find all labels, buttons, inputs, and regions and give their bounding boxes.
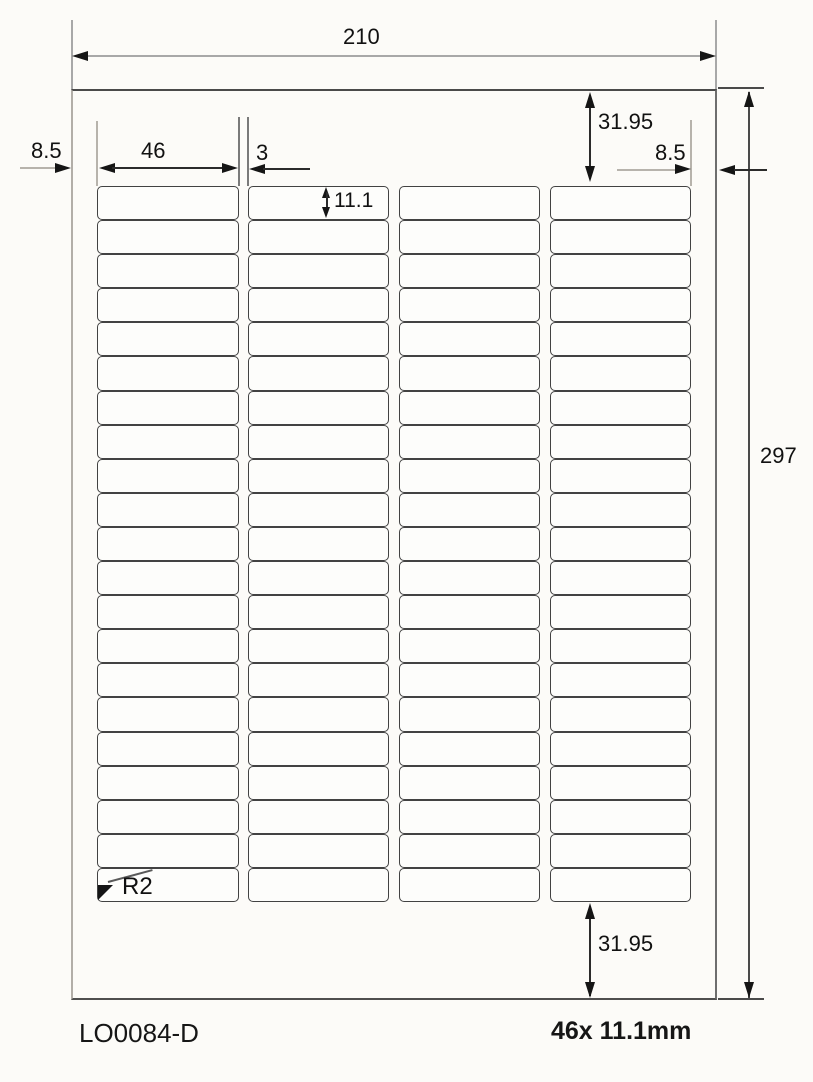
label-cell xyxy=(399,220,541,254)
label-cell xyxy=(399,254,541,288)
label-cell xyxy=(248,595,390,629)
label-cell xyxy=(550,391,692,425)
dim-bottom-margin-label: 31.95 xyxy=(598,931,654,956)
label-cell xyxy=(248,561,390,595)
label-cell xyxy=(399,629,541,663)
label-cell xyxy=(97,459,239,493)
label-grid xyxy=(97,186,693,903)
arrow-right-icon xyxy=(700,51,716,61)
label-cell xyxy=(399,186,541,220)
label-cell xyxy=(97,561,239,595)
dim-right-margin-label: 8.5 xyxy=(655,140,686,165)
label-cell xyxy=(97,595,239,629)
label-cell xyxy=(550,459,692,493)
label-cell xyxy=(248,254,390,288)
label-cell xyxy=(248,493,390,527)
label-size-text: 46x 11.1mm xyxy=(551,1017,692,1045)
label-cell xyxy=(97,629,239,663)
label-cell xyxy=(248,391,390,425)
label-cell xyxy=(399,527,541,561)
label-cell xyxy=(550,629,692,663)
label-cell xyxy=(550,834,692,868)
dim-label-width-label: 46 xyxy=(141,138,166,163)
ext-line-gap-right xyxy=(247,117,249,186)
arrow-right-icon xyxy=(55,163,71,173)
ext-line-height-bottom xyxy=(718,998,764,1000)
arrow-up-icon xyxy=(744,91,754,107)
label-cell xyxy=(248,527,390,561)
label-cell xyxy=(399,697,541,731)
dim-label-width-line xyxy=(112,167,234,169)
label-cell xyxy=(248,868,390,902)
dim-left-margin-tail xyxy=(20,167,56,169)
label-cell xyxy=(248,629,390,663)
label-cell xyxy=(248,288,390,322)
arrow-down-icon xyxy=(744,982,754,998)
label-cell xyxy=(399,766,541,800)
label-cell xyxy=(550,766,692,800)
label-cell xyxy=(399,732,541,766)
label-cell xyxy=(550,220,692,254)
dim-page-height-label: 297 xyxy=(760,443,797,468)
sheet-code-text: LO0084-D xyxy=(79,1018,199,1048)
dim-right-margin-tail-dark xyxy=(734,169,767,171)
label-cell xyxy=(248,459,390,493)
label-cell xyxy=(97,527,239,561)
arrow-down-icon xyxy=(585,982,595,998)
label-cell xyxy=(399,561,541,595)
arrow-up-icon xyxy=(585,92,595,108)
label-cell xyxy=(550,254,692,288)
label-cell xyxy=(97,800,239,834)
label-cell xyxy=(97,288,239,322)
label-cell xyxy=(550,356,692,390)
dim-corner-radius-label: R2 xyxy=(122,873,153,900)
label-cell xyxy=(248,425,390,459)
label-cell xyxy=(248,766,390,800)
dim-gap-tail xyxy=(263,168,310,170)
label-cell xyxy=(550,868,692,902)
ext-line-label-left xyxy=(96,121,98,186)
label-cell xyxy=(399,663,541,697)
label-cell xyxy=(399,800,541,834)
label-cell xyxy=(248,356,390,390)
label-cell xyxy=(97,186,239,220)
label-cell xyxy=(550,425,692,459)
label-cell xyxy=(97,322,239,356)
label-cell xyxy=(399,834,541,868)
label-cell xyxy=(248,697,390,731)
ext-line-height-top xyxy=(718,87,764,89)
label-cell xyxy=(550,527,692,561)
label-cell xyxy=(97,663,239,697)
ext-line-label-right xyxy=(690,120,692,186)
label-cell xyxy=(97,391,239,425)
label-cell xyxy=(399,493,541,527)
label-cell xyxy=(248,834,390,868)
label-cell xyxy=(97,732,239,766)
label-cell xyxy=(550,595,692,629)
dim-page-width-label: 210 xyxy=(343,24,380,49)
arrow-up-icon xyxy=(585,903,595,919)
dim-left-margin-label: 8.5 xyxy=(31,138,62,163)
label-cell xyxy=(399,322,541,356)
label-cell xyxy=(248,663,390,697)
label-cell xyxy=(97,425,239,459)
label-cell xyxy=(97,493,239,527)
ext-line-gap-left xyxy=(238,117,240,186)
label-cell xyxy=(248,220,390,254)
arrow-left-icon xyxy=(719,165,735,175)
label-cell xyxy=(399,288,541,322)
label-cell xyxy=(550,663,692,697)
dim-top-margin-label: 31.95 xyxy=(598,109,654,134)
arrow-down-left-icon xyxy=(98,885,113,900)
dim-right-margin-tail-gray xyxy=(617,169,677,171)
dim-page-width-line xyxy=(76,55,712,57)
label-cell xyxy=(97,697,239,731)
label-cell xyxy=(550,493,692,527)
label-cell xyxy=(399,868,541,902)
label-cell xyxy=(550,186,692,220)
label-cell xyxy=(97,356,239,390)
arrow-down-icon xyxy=(322,207,330,218)
arrow-right-icon xyxy=(222,163,238,173)
label-cell xyxy=(550,732,692,766)
arrow-right-icon xyxy=(675,164,691,174)
dim-page-height-line xyxy=(748,92,750,998)
label-cell xyxy=(97,766,239,800)
label-cell xyxy=(97,834,239,868)
label-cell xyxy=(550,800,692,834)
label-cell xyxy=(399,459,541,493)
label-cell xyxy=(550,697,692,731)
label-cell xyxy=(399,391,541,425)
arrow-left-icon xyxy=(72,51,88,61)
label-cell xyxy=(248,800,390,834)
label-cell xyxy=(550,288,692,322)
dim-label-height-label: 11.1 xyxy=(334,189,374,212)
label-cell xyxy=(97,220,239,254)
label-cell xyxy=(399,356,541,390)
arrow-down-icon xyxy=(585,166,595,182)
label-cell xyxy=(97,868,239,902)
label-cell xyxy=(97,254,239,288)
label-cell xyxy=(550,561,692,595)
dim-gap-label: 3 xyxy=(256,140,269,165)
label-cell xyxy=(399,425,541,459)
label-cell xyxy=(248,322,390,356)
label-cell xyxy=(248,732,390,766)
label-cell xyxy=(550,322,692,356)
label-cell xyxy=(399,595,541,629)
